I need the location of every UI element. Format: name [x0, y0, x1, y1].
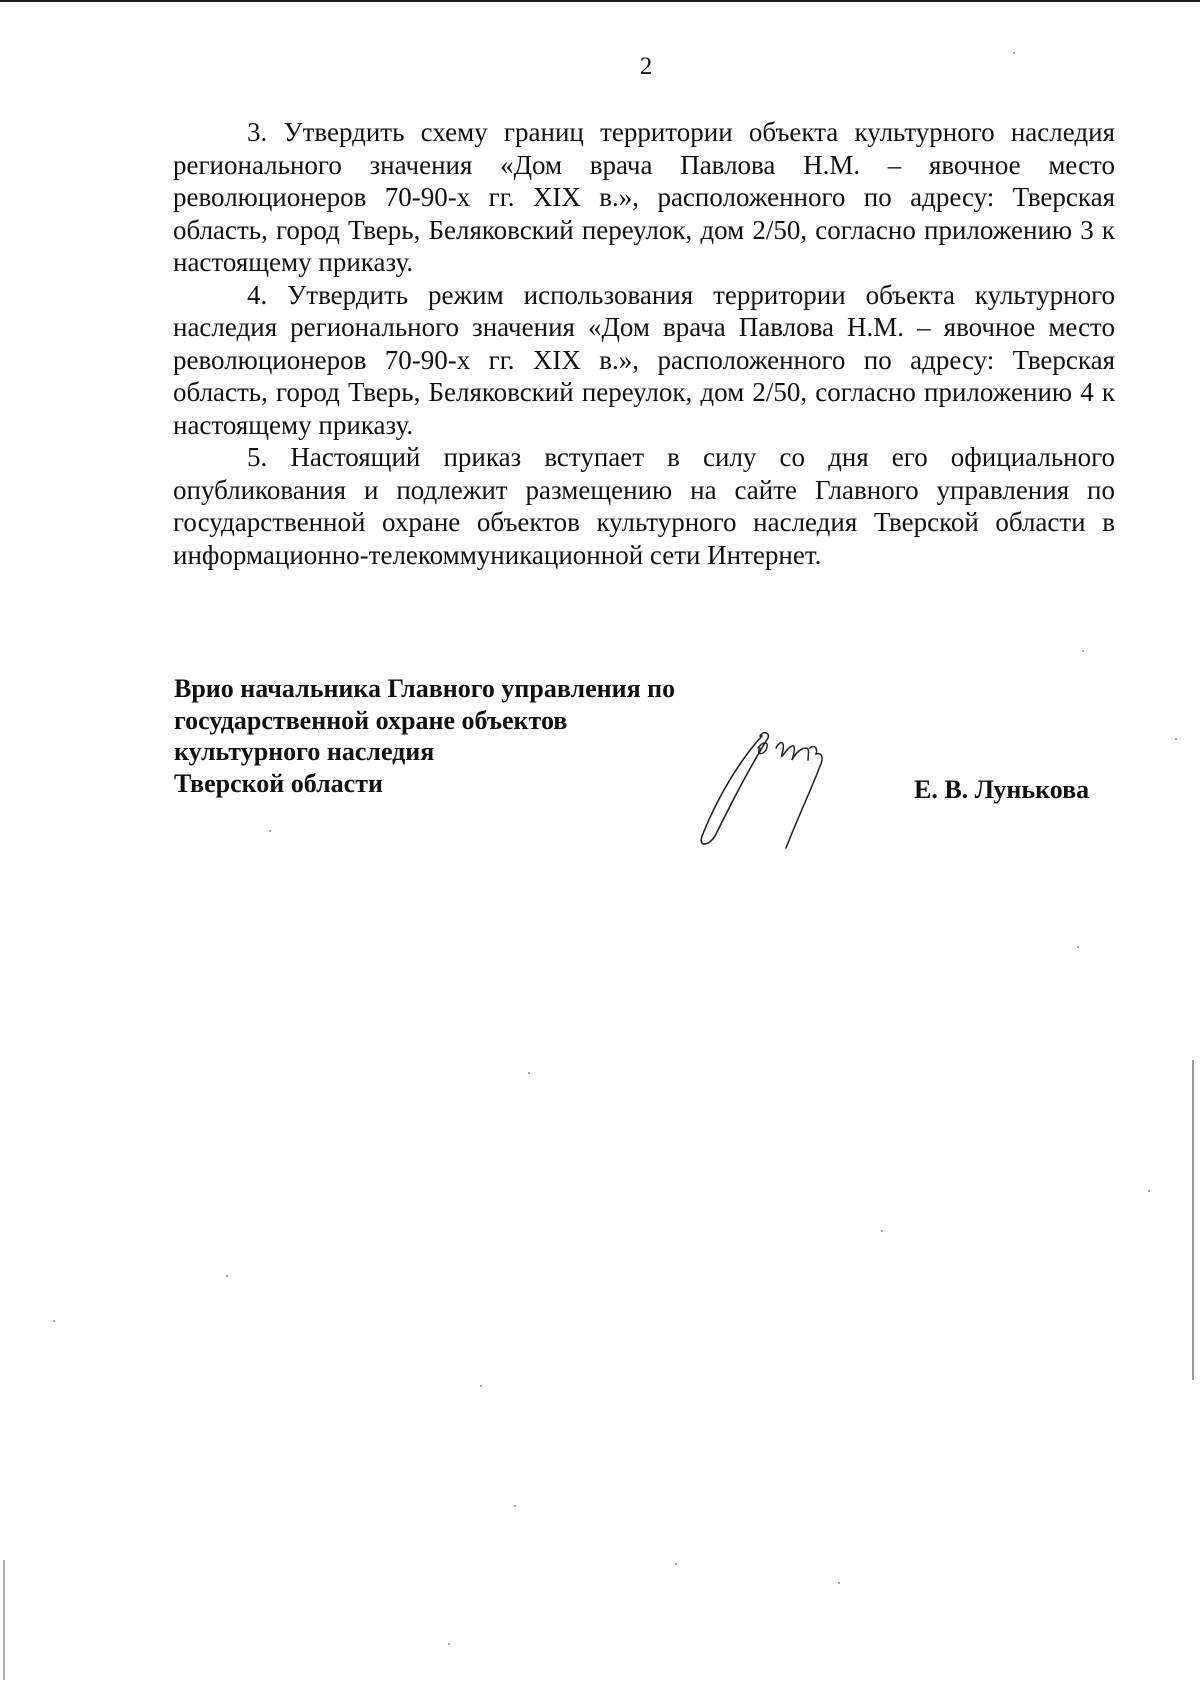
scan-speck: [53, 1320, 55, 1322]
scan-speck: [514, 1505, 516, 1507]
page-number: 2: [639, 53, 653, 80]
scan-speck: [1148, 1190, 1150, 1192]
handwritten-signature: [690, 718, 860, 858]
paragraph-item-5: 5. Настоящий приказ вступает в силу со дня его официального опубликования и подлежит размещению на сайте Главного управления по государственной охране объектов культурного наследия Тверской области в информационно-телекоммуникационной сети Интернет.: [173, 442, 1115, 570]
scan-speck: [675, 1563, 677, 1565]
scan-edge-right: [1192, 1060, 1194, 1380]
scan-speck: [480, 1385, 482, 1387]
scan-speck: [226, 1275, 228, 1277]
paragraph-item-4: 4. Утвердить режим использования территории объекта культурного наследия регионального значения «Дом врача Павлова Н.М. – явочное место революционеров 70-90-х гг. XIX в.», расположенного по адресу: Тверская область, город Тверь, Беляковский переулок, дом 2/50, согласно приложению 4 к настоящему приказу.: [173, 279, 1115, 440]
signatory-name: Е. В. Лунькова: [914, 775, 1090, 804]
scan-speck: [1175, 738, 1177, 740]
document-body: [173, 116, 1115, 571]
paragraph-item-3: 3. Утвердить схему границ территории объекта культурного наследия регионального значения «Дом врача Павлова Н.М. – явочное место революционеров 70-90-х гг. XIX в.», расположенного по адресу: Тверская область, город Тверь, Беляковский переулок, дом 2/50, согласно приложению 3 к настоящему приказу.: [173, 117, 1115, 277]
signatory-position-line: Тверской области: [174, 768, 383, 798]
scan-edge-left: [3, 1560, 5, 1680]
scan-speck: [1077, 946, 1079, 948]
scan-speck: [269, 830, 271, 832]
signatory-position-line: культурного наследия: [174, 737, 435, 766]
scan-speck: [1082, 650, 1084, 652]
signatory-position-line: Врио начальника Главного управления по: [174, 674, 676, 703]
scan-speck: [881, 1230, 883, 1232]
signatory-position: [174, 673, 774, 799]
scan-speck: [1013, 52, 1015, 54]
scan-speck: [838, 1582, 840, 1584]
scan-edge-top: [0, 0, 1200, 2]
signatory-position-line: государственной охране объектов: [174, 705, 568, 735]
scan-speck: [528, 1072, 530, 1074]
scan-speck: [448, 1643, 450, 1645]
